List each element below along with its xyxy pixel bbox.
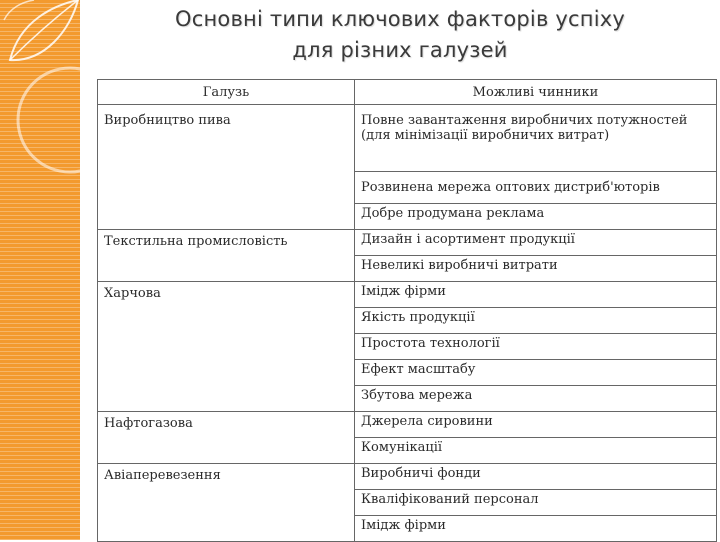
factor-cell: Простота технології bbox=[355, 334, 717, 360]
table-row bbox=[98, 464, 717, 490]
factor-cell: Збутова мережа bbox=[355, 386, 717, 412]
table-header-row bbox=[98, 80, 717, 105]
industry-cell-textile: Текстильна промисловість bbox=[98, 230, 355, 282]
leaf-ornament-icon bbox=[0, 0, 80, 540]
factor-cell: Імідж фірми bbox=[355, 282, 717, 308]
factor-cell: Імідж фірми bbox=[355, 516, 717, 542]
factor-cell: Якість продукції bbox=[355, 308, 717, 334]
factor-cell: Дизайн і асортимент продукції bbox=[355, 230, 717, 256]
factor-cell: Ефект масштабу bbox=[355, 360, 717, 386]
slide-title-line-1: Основні типи ключових факторів успіху bbox=[175, 7, 625, 31]
industry-cell-beer: Виробництво пива bbox=[98, 105, 355, 230]
factor-cell: Кваліфікований персонал bbox=[355, 490, 717, 516]
factor-cell: Комунікації bbox=[355, 438, 717, 464]
factor-cell: Повне завантаження виробничих потужностей (для мінімізації виробничих витрат) bbox=[355, 105, 717, 172]
factor-cell: Добре продумана реклама bbox=[355, 204, 717, 230]
column-header-factors: Можливі чинники bbox=[355, 80, 717, 105]
factor-cell: Джерела сировини bbox=[355, 412, 717, 438]
factor-cell: Виробничі фонди bbox=[355, 464, 717, 490]
industry-cell-oil-gas: Нафтогазова bbox=[98, 412, 355, 464]
industry-cell-aviation: Авіаперевезення bbox=[98, 464, 355, 542]
table-row bbox=[98, 105, 717, 172]
table-row bbox=[98, 412, 717, 438]
table-row bbox=[98, 282, 717, 308]
factor-cell: Невеликі виробничі витрати bbox=[355, 256, 717, 282]
slide-title bbox=[80, 4, 720, 66]
success-factors-table bbox=[97, 79, 717, 542]
column-header-industry: Галузь bbox=[98, 80, 355, 105]
industry-cell-food: Харчова bbox=[98, 282, 355, 412]
factor-cell: Розвинена мережа оптових дистриб'юторів bbox=[355, 172, 717, 204]
slide-title-line-2: для різних галузей bbox=[292, 38, 508, 62]
decorative-sidebar bbox=[0, 0, 80, 540]
table-row bbox=[98, 230, 717, 256]
